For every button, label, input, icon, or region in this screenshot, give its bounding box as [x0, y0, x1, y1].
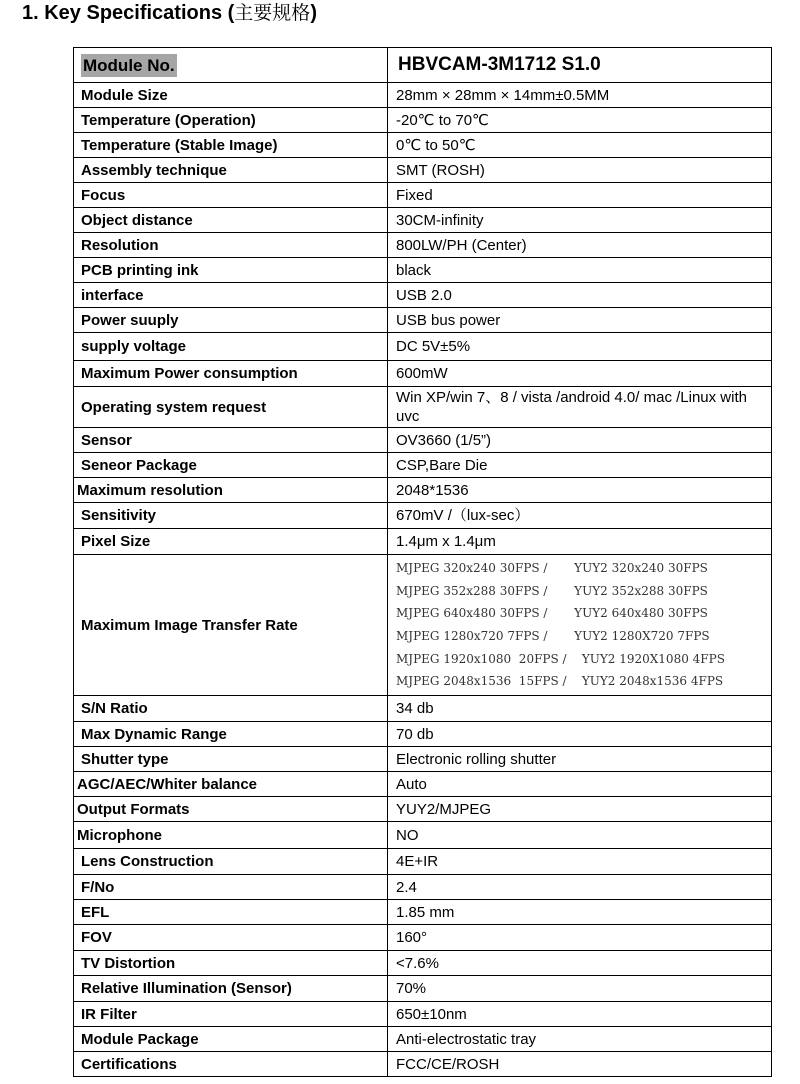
row-label: interface — [74, 283, 388, 308]
table-row — [74, 900, 772, 925]
header-value-cell — [388, 48, 772, 83]
table-row — [74, 722, 772, 747]
transfer-rate-line: MJPEG 640x480 30FPS / YUY2 640x480 30FPS — [396, 606, 708, 621]
transfer-rate-row — [74, 555, 772, 696]
table-row — [74, 361, 772, 387]
row-value: 70 db — [388, 722, 772, 747]
row-label: PCB printing ink — [74, 258, 388, 283]
table-row — [74, 428, 772, 453]
table-row — [74, 83, 772, 108]
transfer-rate-line: MJPEG 320x240 30FPS / YUY2 320x240 30FPS — [396, 560, 708, 575]
row-value: DC 5V±5% — [388, 333, 772, 361]
row-value: 34 db — [388, 696, 772, 722]
row-label: Resolution — [74, 233, 388, 258]
row-label: Certifications — [74, 1052, 388, 1077]
transfer-rate-line: MJPEG 1920x1080 20FPS / YUY2 1920X1080 4FPS — [396, 651, 725, 666]
row-label: FOV — [74, 925, 388, 951]
row-label: Operating system request — [74, 387, 388, 428]
row-value: 70% — [388, 976, 772, 1002]
row-label: Assembly technique — [74, 158, 388, 183]
row-value: USB bus power — [388, 308, 772, 333]
table-row — [74, 308, 772, 333]
row-value: 2048*1536 — [388, 478, 772, 503]
table-header-row — [74, 48, 772, 83]
table-row — [74, 387, 772, 428]
row-value: -20℃ to 70℃ — [388, 108, 772, 133]
table-row — [74, 529, 772, 555]
row-label: Maximum resolution — [74, 478, 388, 503]
row-value: 600mW — [388, 361, 772, 387]
table-row — [74, 747, 772, 772]
header-label-cell — [74, 48, 388, 83]
row-label: Module Package — [74, 1027, 388, 1052]
row-value: 2.4 — [388, 875, 772, 900]
row-label: Output Formats — [74, 797, 388, 822]
table-row — [74, 258, 772, 283]
row-value: Fixed — [388, 183, 772, 208]
table-row — [74, 208, 772, 233]
table-row — [74, 797, 772, 822]
row-value: FCC/CE/ROSH — [388, 1052, 772, 1077]
transfer-rate-label: Maximum Image Transfer Rate — [74, 555, 388, 696]
row-label: Sensor — [74, 428, 388, 453]
row-label: EFL — [74, 900, 388, 925]
row-label: Max Dynamic Range — [74, 722, 388, 747]
row-value: 0℃ to 50℃ — [388, 133, 772, 158]
table-row — [74, 233, 772, 258]
table-row — [74, 925, 772, 951]
row-label: Sensitivity — [74, 503, 388, 529]
row-label: Temperature (Stable Image) — [74, 133, 388, 158]
table-row — [74, 951, 772, 976]
row-label: IR Filter — [74, 1002, 388, 1027]
row-value: Anti-electrostatic tray — [388, 1027, 772, 1052]
row-label: supply voltage — [74, 333, 388, 361]
row-value: OV3660 (1/5”) — [388, 428, 772, 453]
row-value: black — [388, 258, 772, 283]
row-value: Auto — [388, 772, 772, 797]
table-row — [74, 1002, 772, 1027]
transfer-rate-line: MJPEG 352x288 30FPS / YUY2 352x288 30FPS — [396, 583, 708, 598]
row-label: Seneor Package — [74, 453, 388, 478]
table-row — [74, 772, 772, 797]
row-value: Electronic rolling shutter — [388, 747, 772, 772]
table-row — [74, 183, 772, 208]
row-label: Microphone — [74, 822, 388, 849]
table-row — [74, 1052, 772, 1077]
row-value: 30CM-infinity — [388, 208, 772, 233]
row-label: Relative Illumination (Sensor) — [74, 976, 388, 1002]
table-row — [74, 453, 772, 478]
row-value: 670mV /（lux-sec） — [388, 503, 772, 529]
row-label: Pixel Size — [74, 529, 388, 555]
row-value: 160° — [388, 925, 772, 951]
module-no-value: HBVCAM-3M1712 S1.0 — [398, 54, 601, 75]
table-row — [74, 158, 772, 183]
table-row — [74, 283, 772, 308]
module-no-label: Module No. — [83, 55, 175, 75]
table-row — [74, 108, 772, 133]
row-value: USB 2.0 — [388, 283, 772, 308]
row-value: 650±10nm — [388, 1002, 772, 1027]
row-label: Module Size — [74, 83, 388, 108]
table-row — [74, 333, 772, 361]
row-value: <7.6% — [388, 951, 772, 976]
transfer-rate-cell — [388, 555, 772, 696]
page-title — [22, 0, 317, 26]
table-row — [74, 478, 772, 503]
row-label: F/No — [74, 875, 388, 900]
transfer-rate-line: MJPEG 2048x1536 15FPS / YUY2 2048x1536 4FPS — [396, 674, 724, 689]
table-row — [74, 696, 772, 722]
table-row — [74, 1027, 772, 1052]
row-value: 800LW/PH (Center) — [388, 233, 772, 258]
row-value: 1.85 mm — [388, 900, 772, 925]
title-close: ) — [310, 2, 317, 24]
row-label: Power suuply — [74, 308, 388, 333]
row-value: YUY2/MJPEG — [388, 797, 772, 822]
row-label: Shutter type — [74, 747, 388, 772]
title-cjk: 主要规格 — [234, 2, 311, 24]
table-row — [74, 849, 772, 875]
table-row — [74, 822, 772, 849]
row-label: Object distance — [74, 208, 388, 233]
table-row — [74, 976, 772, 1002]
spec-table — [73, 47, 772, 1077]
table-row — [74, 875, 772, 900]
transfer-rate-line: MJPEG 1280x720 7FPS / YUY2 1280X720 7FPS — [396, 629, 710, 643]
row-value: CSP,Bare Die — [388, 453, 772, 478]
row-value: 28mm × 28mm × 14mm±0.5MM — [388, 83, 772, 108]
row-label: TV Distortion — [74, 951, 388, 976]
row-value: SMT (ROSH) — [388, 158, 772, 183]
title-text: 1. Key Specifications ( — [22, 2, 235, 24]
row-value: 1.4μm x 1.4μm — [388, 529, 772, 555]
row-label: Temperature (Operation) — [74, 108, 388, 133]
table-row — [74, 133, 772, 158]
row-label: S/N Ratio — [74, 696, 388, 722]
row-label: Maximum Power consumption — [74, 361, 388, 387]
row-label: AGC/AEC/Whiter balance — [74, 772, 388, 797]
row-label: Focus — [74, 183, 388, 208]
row-value: Win XP/win 7、8 / vista /android 4.0/ mac /Linux with uvc — [388, 387, 772, 428]
row-value: NO — [388, 822, 772, 849]
table-row — [74, 503, 772, 529]
row-value: 4E+IR — [388, 849, 772, 875]
row-label: Lens Construction — [74, 849, 388, 875]
